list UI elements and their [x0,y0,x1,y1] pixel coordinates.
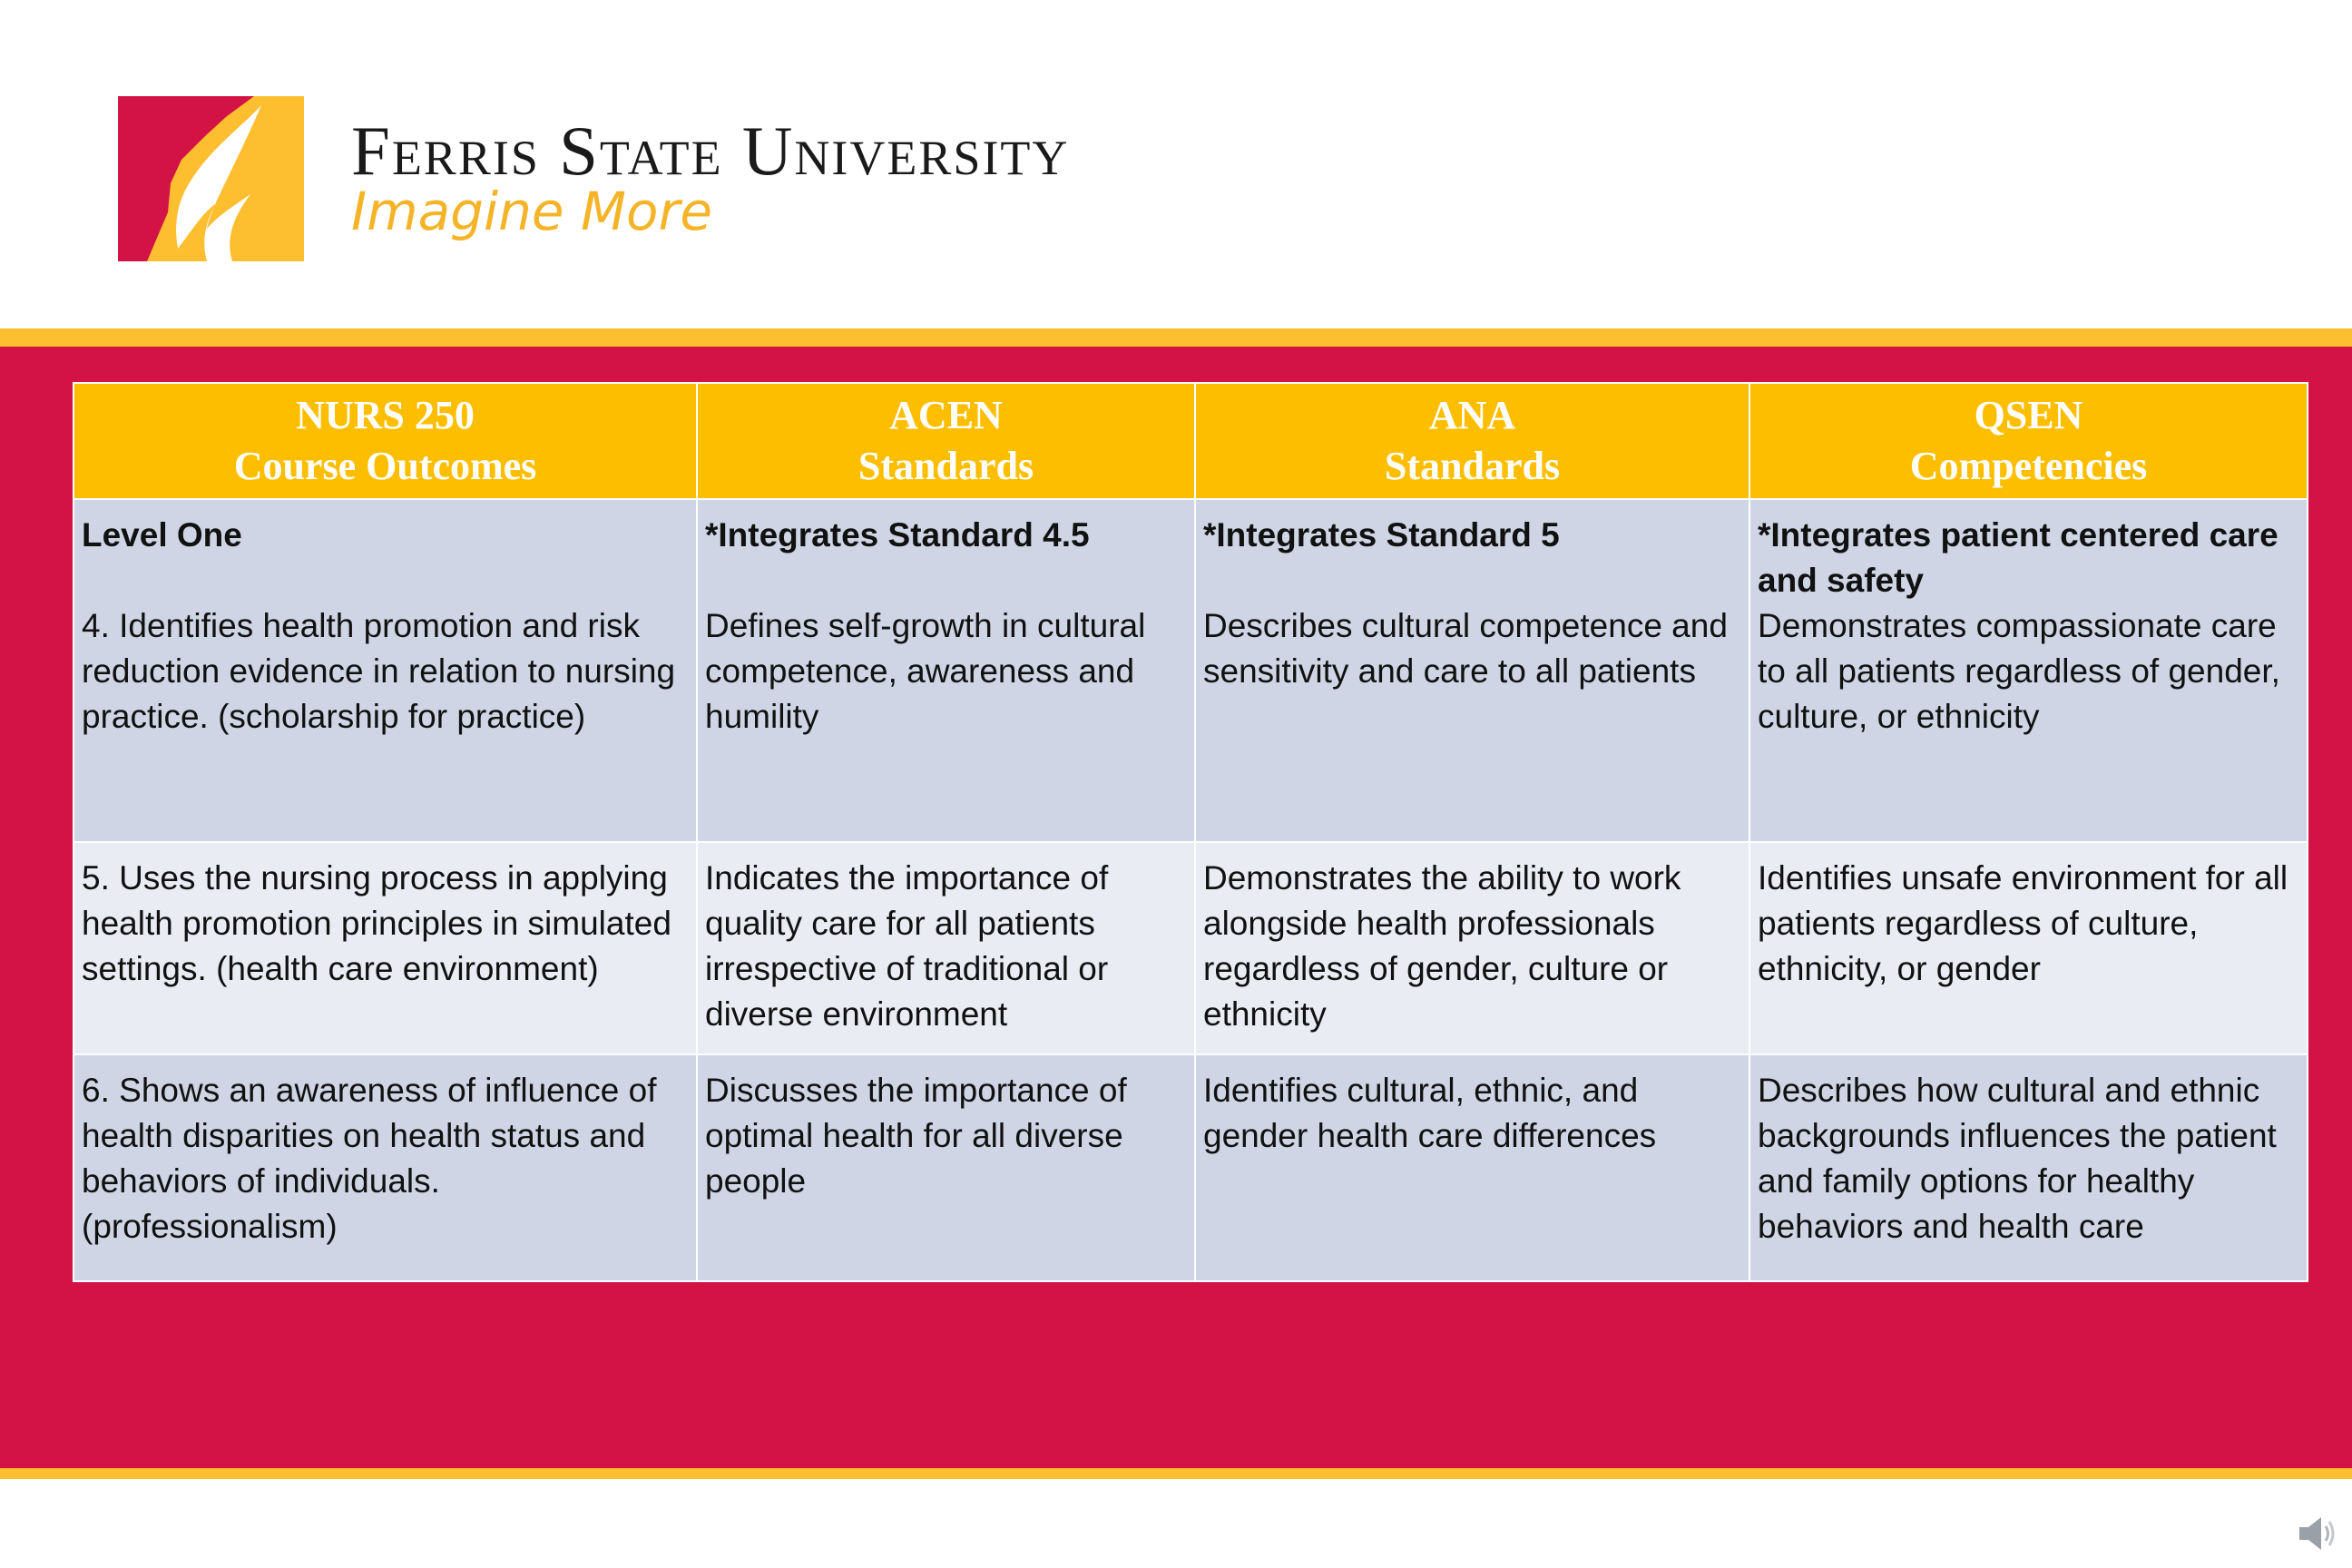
table-cell: Indicates the importance of quality care for all patients irrespective of traditional or diverse environment [697,842,1195,1054]
table-cell: Identifies cultural, ethnic, and gender health care differences [1195,1054,1749,1281]
competency-text: Demonstrates compassionate care to all patients regardless of gender, culture, or ethnicity [1758,607,2280,735]
spacer [82,558,689,603]
table-cell: Discusses the importance of optimal health for all diverse people [697,1054,1195,1281]
table-cell: 6. Shows an awareness of influence of health disparities on health status and behaviors of individuals. (professionalism) [74,1054,697,1281]
standard-text: Defines self-growth in cultural competence, awareness and humility [705,607,1146,735]
table-cell [1749,499,2308,842]
table-cell: Describes how cultural and ethnic backgrounds influences the patient and family options for healthy behaviors and health care [1749,1054,2308,1281]
table-header-row [74,383,2308,499]
spacer [1203,558,1741,603]
standards-table [73,382,2308,1282]
spacer [705,558,1187,603]
header-line2: Standards [1384,444,1561,488]
level-label: Level One [82,516,242,554]
table-cell: Demonstrates the ability to work alongside health professionals regardless of gender, culture or ethnicity [1195,842,1749,1054]
header-line1: QSEN [1974,393,2083,437]
table-cell [1195,499,1749,842]
table-cell: 5. Uses the nursing process in applying health promotion principles in simulated settings. (health care environment) [74,842,697,1054]
integrates-label: *Integrates Standard 4.5 [705,516,1090,554]
header-acen [697,383,1195,499]
university-name: Ferris State University [351,112,1070,190]
speaker-icon[interactable] [2298,1514,2339,1553]
standard-text: Describes cultural competence and sensitivity and care to all patients [1203,607,1728,690]
integrates-label: *Integrates patient centered care and safety [1758,516,2278,599]
integrates-label: *Integrates Standard 5 [1203,516,1560,554]
header-line2: Competencies [1909,444,2148,488]
header-line2: Course Outcomes [233,444,537,488]
table-cell [697,499,1195,842]
header-qsen [1749,383,2308,499]
outcome-text: 4. Identifies health promotion and risk reduction evidence in relation to nursing practice. (scholarship for practice) [82,607,676,735]
table-row [74,842,2308,1054]
table-row [74,1054,2308,1281]
university-tagline: Imagine More [351,181,713,242]
header-line1: ANA [1428,393,1516,437]
table-cell: Identifies unsafe environment for all patients regardless of culture, ethnicity, or gender [1749,842,2308,1054]
top-gold-band [0,328,2352,347]
bottom-gold-band [0,1468,2352,1479]
header-line1: ACEN [889,393,1003,437]
header-ana [1195,383,1749,499]
ferris-flame-logo-icon [118,96,304,261]
table-cell [74,499,697,842]
header-nurs250 [74,383,697,499]
header-line1: NURS 250 [296,393,475,437]
header-line2: Standards [858,444,1034,488]
table-row [74,499,2308,842]
